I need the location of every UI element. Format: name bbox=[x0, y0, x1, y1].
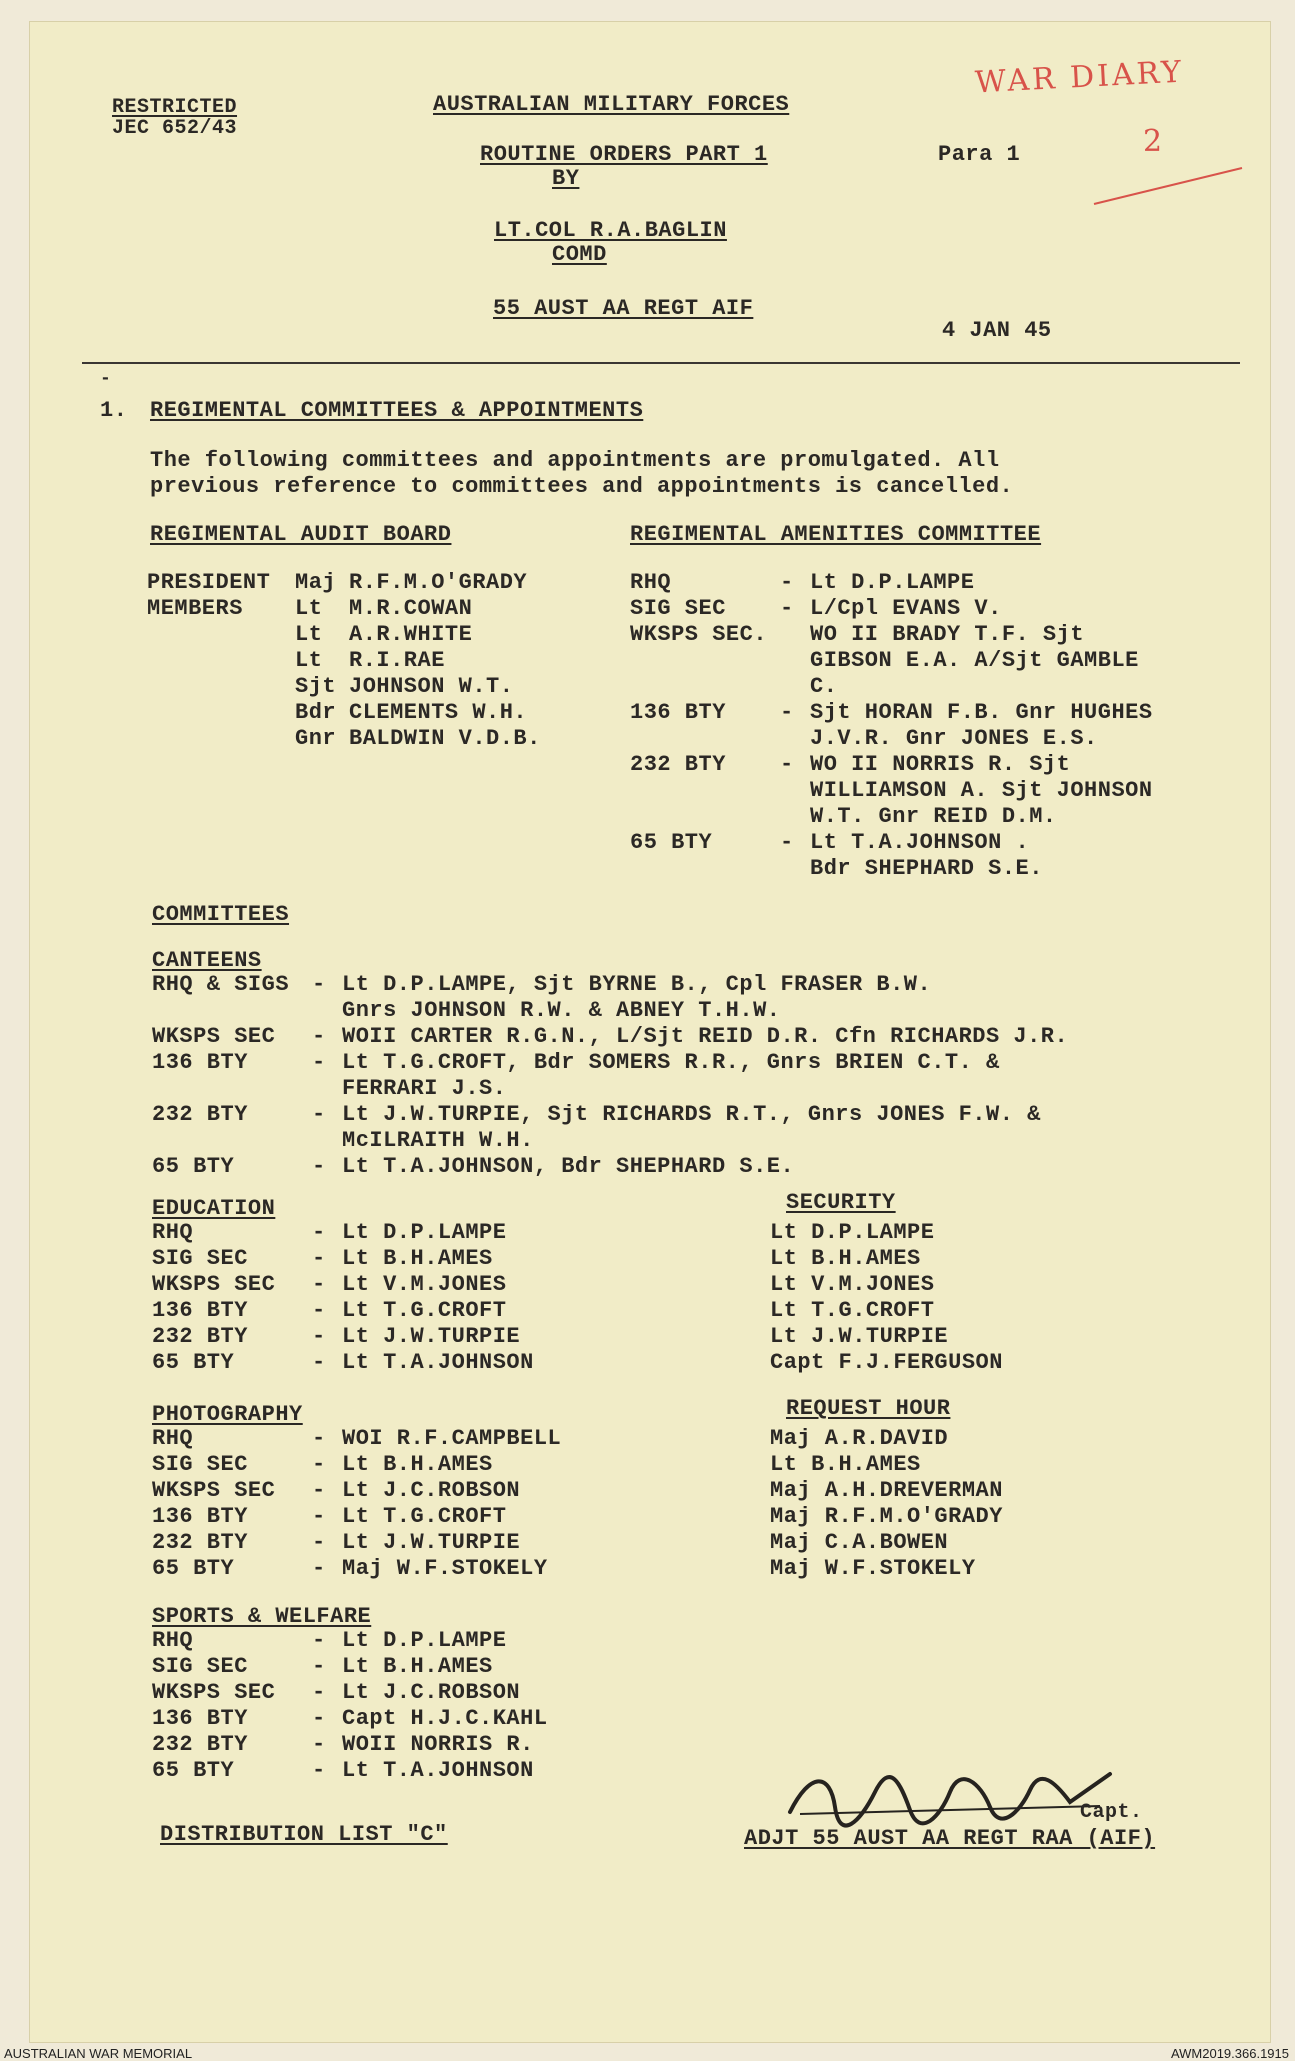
unit-label: 136 BTY bbox=[152, 1298, 248, 1323]
photography-row bbox=[152, 1452, 561, 1478]
dash-separator: - bbox=[312, 1024, 326, 1049]
unit-label: 136 BTY bbox=[152, 1504, 248, 1529]
canteen-row bbox=[152, 1076, 1068, 1102]
appointment-text: Lt J.W.TURPIE bbox=[342, 1324, 521, 1349]
appointment-text: GIBSON E.A. A/Sjt GAMBLE bbox=[810, 648, 1139, 673]
photography-row bbox=[152, 1530, 561, 1556]
page-number-handwritten: 2 bbox=[1143, 124, 1163, 159]
dash-separator: - bbox=[780, 570, 794, 595]
appointment-text: W.T. Gnr REID D.M. bbox=[810, 804, 1057, 829]
dash-separator: - bbox=[312, 1706, 326, 1731]
dash-separator bbox=[312, 1128, 342, 1154]
war-diary-handwritten: WAR DIARY bbox=[974, 54, 1185, 101]
member-rank: Maj bbox=[295, 570, 337, 595]
unit-label: WKSPS SEC bbox=[152, 1478, 276, 1503]
dash-separator bbox=[780, 726, 810, 752]
appointment-text: Lt V.M.JONES bbox=[342, 1272, 507, 1297]
restricted-mark: RESTRICTED bbox=[112, 96, 238, 119]
unit-label: 65 BTY bbox=[152, 1154, 235, 1179]
section-number: 1. bbox=[100, 398, 128, 423]
security-row: Lt D.P.LAMPE bbox=[770, 1220, 935, 1245]
appointment-text: Lt T.A.JOHNSON bbox=[342, 1350, 534, 1375]
audit-board-heading: REGIMENTAL AUDIT BOARD bbox=[150, 522, 452, 547]
sports-welfare-list bbox=[152, 1628, 548, 1784]
dash-separator: - bbox=[312, 1478, 326, 1503]
unit-label: SIG SEC bbox=[152, 1452, 248, 1477]
dash-separator: - bbox=[312, 1680, 326, 1705]
committees-heading: COMMITTEES bbox=[152, 902, 290, 927]
canteen-row bbox=[152, 1154, 1068, 1180]
appointment-text: Lt T.G.CROFT bbox=[342, 1298, 507, 1323]
appointment-text: FERRARI J.S. bbox=[342, 1076, 507, 1101]
dash-separator: - bbox=[312, 1350, 326, 1375]
dash-separator bbox=[780, 856, 810, 882]
appointment-text: Bdr SHEPHARD S.E. bbox=[810, 856, 1043, 881]
dash-separator: - bbox=[312, 1102, 326, 1127]
header-rule bbox=[82, 362, 1240, 364]
member-role bbox=[147, 648, 295, 674]
amenities-row bbox=[630, 674, 1153, 700]
sports-row bbox=[152, 1628, 548, 1654]
amenities-row bbox=[630, 596, 1153, 622]
dash-separator: - bbox=[312, 1246, 326, 1271]
force-title: AUSTRALIAN MILITARY FORCES bbox=[433, 92, 790, 117]
member-rank: Lt bbox=[295, 596, 323, 621]
unit-label: 232 BTY bbox=[630, 752, 726, 777]
request-hour-row: Lt B.H.AMES bbox=[770, 1452, 921, 1477]
unit-label: WKSPS SEC bbox=[152, 1272, 276, 1297]
intro-line-2: previous reference to committees and appointments is cancelled. bbox=[150, 474, 1014, 499]
appointment-text: WO II NORRIS R. Sjt bbox=[810, 752, 1071, 777]
appointment-text: Lt T.G.CROFT bbox=[342, 1504, 507, 1529]
appointment-text: Maj W.F.STOKELY bbox=[342, 1556, 548, 1581]
canteen-row bbox=[152, 998, 1068, 1024]
security-list bbox=[770, 1220, 1003, 1376]
member-name: R.F.M.O'GRADY bbox=[349, 570, 528, 595]
dash-separator: - bbox=[312, 1628, 326, 1653]
appointment-text: L/Cpl EVANS V. bbox=[810, 596, 1002, 621]
audit-board-row bbox=[147, 674, 541, 700]
member-role bbox=[147, 674, 295, 700]
amenities-heading: REGIMENTAL AMENITIES COMMITTEE bbox=[630, 522, 1042, 547]
sports-row bbox=[152, 1732, 548, 1758]
appointment-text: McILRAITH W.H. bbox=[342, 1128, 534, 1153]
unit-label: RHQ & SIGS bbox=[152, 972, 290, 997]
security-heading: SECURITY bbox=[786, 1190, 896, 1215]
dash-separator: - bbox=[780, 700, 794, 725]
distribution-list: DISTRIBUTION LIST "C" bbox=[160, 1822, 448, 1847]
intro-line-1: The following committees and appointments are promulgated. All bbox=[150, 448, 1000, 473]
unit-label: 232 BTY bbox=[152, 1530, 248, 1555]
education-row bbox=[152, 1272, 534, 1298]
unit-label: 232 BTY bbox=[152, 1102, 248, 1127]
footer-credit: AUSTRALIAN WAR MEMORIAL bbox=[4, 2046, 193, 2061]
member-rank: Bdr bbox=[295, 700, 337, 725]
dash-separator: - bbox=[312, 1732, 326, 1757]
member-name: JOHNSON W.T. bbox=[349, 674, 514, 699]
audit-board-row bbox=[147, 622, 541, 648]
dash-separator: - bbox=[312, 1426, 326, 1451]
order-date: 4 JAN 45 bbox=[942, 318, 1052, 343]
security-row: Lt B.H.AMES bbox=[770, 1246, 921, 1271]
appointment-text: Lt J.W.TURPIE, Sjt RICHARDS R.T., Gnrs JONES F.W. & bbox=[342, 1102, 1041, 1127]
canteens-heading: CANTEENS bbox=[152, 948, 262, 973]
appointment-text: WOII CARTER R.G.N., L/Sjt REID D.R. Cfn RICHARDS J.R. bbox=[342, 1024, 1069, 1049]
appointment-text: WO II BRADY T.F. Sjt bbox=[810, 622, 1085, 647]
unit-label: SIG SEC bbox=[152, 1654, 248, 1679]
unit-label bbox=[630, 778, 780, 804]
amenities-row bbox=[630, 830, 1153, 856]
appointment-text: Gnrs JOHNSON R.W. & ABNEY T.H.W. bbox=[342, 998, 781, 1023]
sports-row bbox=[152, 1680, 548, 1706]
unit-label bbox=[630, 804, 780, 830]
sports-row bbox=[152, 1758, 548, 1784]
amenities-row bbox=[630, 804, 1153, 830]
unit-label: RHQ bbox=[630, 570, 672, 595]
member-role: PRESIDENT bbox=[147, 570, 271, 595]
unit-label: 136 BTY bbox=[152, 1706, 248, 1731]
dash-separator bbox=[780, 804, 810, 830]
request-hour-list bbox=[770, 1426, 1003, 1582]
dash-separator: - bbox=[312, 1452, 326, 1477]
request-hour-heading: REQUEST HOUR bbox=[786, 1396, 951, 1421]
rule-tick: - bbox=[100, 369, 112, 389]
appointment-text: Lt D.P.LAMPE, Sjt BYRNE B., Cpl FRASER B.W. bbox=[342, 972, 932, 997]
sports-row bbox=[152, 1654, 548, 1680]
amenities-row bbox=[630, 570, 1153, 596]
audit-board-row bbox=[147, 648, 541, 674]
appointment-text: WOII NORRIS R. bbox=[342, 1732, 534, 1757]
audit-board-row bbox=[147, 570, 541, 596]
amenities-row bbox=[630, 856, 1153, 882]
canteen-row bbox=[152, 1024, 1068, 1050]
unit-label: 65 BTY bbox=[152, 1350, 235, 1375]
dash-separator bbox=[780, 622, 810, 648]
audit-board-row bbox=[147, 596, 541, 622]
canteen-row bbox=[152, 1102, 1068, 1128]
request-hour-row: Maj C.A.BOWEN bbox=[770, 1530, 949, 1555]
amenities-list bbox=[630, 570, 1153, 882]
canteens-list bbox=[152, 972, 1068, 1180]
request-hour-row: Maj A.H.DREVERMAN bbox=[770, 1478, 1003, 1503]
amenities-row bbox=[630, 726, 1153, 752]
dash-separator: - bbox=[312, 972, 326, 997]
footer-accession: AWM2019.366.1915 bbox=[1170, 2046, 1289, 2061]
appointment-text: Lt B.H.AMES bbox=[342, 1246, 493, 1271]
unit-label: 65 BTY bbox=[152, 1758, 235, 1783]
appointment-text: Lt J.C.ROBSON bbox=[342, 1478, 521, 1503]
appointment-text: Lt D.P.LAMPE bbox=[342, 1628, 507, 1653]
appointment-text: WOI R.F.CAMPBELL bbox=[342, 1426, 562, 1451]
appointment-text: Capt H.J.C.KAHL bbox=[342, 1706, 548, 1731]
canteen-row bbox=[152, 1050, 1068, 1076]
education-row bbox=[152, 1350, 534, 1376]
amenities-row bbox=[630, 752, 1153, 778]
unit-label bbox=[630, 648, 780, 674]
amenities-row bbox=[630, 622, 1153, 648]
education-row bbox=[152, 1246, 534, 1272]
unit-label: 65 BTY bbox=[152, 1556, 235, 1581]
member-name: R.I.RAE bbox=[349, 648, 445, 673]
para-label: Para 1 bbox=[938, 142, 1021, 167]
member-name: CLEMENTS W.H. bbox=[349, 700, 528, 725]
security-row: Lt J.W.TURPIE bbox=[770, 1324, 949, 1349]
sports-heading: SPORTS & WELFARE bbox=[152, 1604, 372, 1629]
photography-heading: PHOTOGRAPHY bbox=[152, 1402, 303, 1427]
security-row: Lt T.G.CROFT bbox=[770, 1298, 935, 1323]
member-rank: Gnr bbox=[295, 726, 337, 751]
dash-separator bbox=[780, 648, 810, 674]
appointment-text: Lt T.A.JOHNSON . bbox=[810, 830, 1030, 855]
unit-label bbox=[152, 1076, 312, 1102]
appointment-text: C. bbox=[810, 674, 838, 699]
red-pencil-stroke bbox=[1090, 160, 1250, 210]
dash-separator bbox=[312, 998, 342, 1024]
by-label: BY bbox=[552, 166, 580, 191]
photography-row bbox=[152, 1478, 561, 1504]
dash-separator: - bbox=[312, 1154, 326, 1179]
unit-label: 65 BTY bbox=[630, 830, 713, 855]
member-rank: Lt bbox=[295, 622, 323, 647]
appointment-text: Lt D.P.LAMPE bbox=[342, 1220, 507, 1245]
dash-separator bbox=[312, 1076, 342, 1102]
amenities-row bbox=[630, 700, 1153, 726]
photography-list bbox=[152, 1426, 561, 1582]
section-title: REGIMENTAL COMMITTEES & APPOINTMENTS bbox=[150, 398, 644, 423]
appointment-text: Lt B.H.AMES bbox=[342, 1452, 493, 1477]
dash-separator: - bbox=[312, 1530, 326, 1555]
dash-separator: - bbox=[312, 1298, 326, 1323]
appointment-text: Lt T.G.CROFT, Bdr SOMERS R.R., Gnrs BRIEN C.T. & bbox=[342, 1050, 1000, 1075]
education-heading: EDUCATION bbox=[152, 1196, 276, 1221]
security-row: Capt F.J.FERGUSON bbox=[770, 1350, 1003, 1375]
amenities-row bbox=[630, 648, 1153, 674]
education-list bbox=[152, 1220, 534, 1376]
unit-label bbox=[630, 674, 780, 700]
photography-row bbox=[152, 1504, 561, 1530]
photography-row bbox=[152, 1426, 561, 1452]
appointment-text: Lt T.A.JOHNSON bbox=[342, 1758, 534, 1783]
unit-title: 55 AUST AA REGT AIF bbox=[493, 296, 754, 321]
commanding-officer: LT.COL R.A.BAGLIN bbox=[494, 218, 727, 243]
member-role bbox=[147, 700, 295, 726]
member-rank: Sjt bbox=[295, 674, 337, 699]
appointment-text: Lt B.H.AMES bbox=[342, 1654, 493, 1679]
sports-row bbox=[152, 1706, 548, 1732]
audit-board-row bbox=[147, 700, 541, 726]
unit-label bbox=[630, 726, 780, 752]
unit-label bbox=[152, 998, 312, 1024]
canteen-row bbox=[152, 1128, 1068, 1154]
appointment-text: Lt T.A.JOHNSON, Bdr SHEPHARD S.E. bbox=[342, 1154, 795, 1179]
unit-label: RHQ bbox=[152, 1220, 194, 1245]
unit-label: WKSPS SEC. bbox=[630, 622, 768, 647]
member-rank: Lt bbox=[295, 648, 323, 673]
photography-row bbox=[152, 1556, 561, 1582]
unit-label: 232 BTY bbox=[152, 1324, 248, 1349]
appointment-text: Sjt HORAN F.B. Gnr HUGHES bbox=[810, 700, 1153, 725]
unit-label: 232 BTY bbox=[152, 1732, 248, 1757]
member-role: MEMBERS bbox=[147, 596, 243, 621]
dash-separator bbox=[780, 778, 810, 804]
dash-separator: - bbox=[312, 1050, 326, 1075]
dash-separator: - bbox=[312, 1324, 326, 1349]
unit-label: RHQ bbox=[152, 1628, 194, 1653]
unit-label: SIG SEC bbox=[630, 596, 726, 621]
dash-separator: - bbox=[312, 1758, 326, 1783]
audit-board-row bbox=[147, 726, 541, 752]
request-hour-row: Maj A.R.DAVID bbox=[770, 1426, 949, 1451]
request-hour-row: Maj R.F.M.O'GRADY bbox=[770, 1504, 1003, 1529]
dash-separator: - bbox=[780, 830, 794, 855]
dash-separator bbox=[780, 674, 810, 700]
unit-label: 136 BTY bbox=[630, 700, 726, 725]
dash-separator: - bbox=[780, 596, 794, 621]
amenities-row bbox=[630, 778, 1153, 804]
unit-label: WKSPS SEC bbox=[152, 1680, 276, 1705]
canteen-row bbox=[152, 972, 1068, 998]
unit-label: RHQ bbox=[152, 1426, 194, 1451]
dash-separator: - bbox=[780, 752, 794, 777]
signature-title: ADJT 55 AUST AA REGT RAA (AIF) bbox=[744, 1826, 1156, 1851]
audit-board-list bbox=[147, 570, 541, 752]
security-row: Lt V.M.JONES bbox=[770, 1272, 935, 1297]
member-name: A.R.WHITE bbox=[349, 622, 473, 647]
signature-scribble bbox=[780, 1762, 1120, 1832]
education-row bbox=[152, 1220, 534, 1246]
appointment-text: WILLIAMSON A. Sjt JOHNSON bbox=[810, 778, 1153, 803]
dash-separator: - bbox=[312, 1272, 326, 1297]
dash-separator: - bbox=[312, 1220, 326, 1245]
member-role bbox=[147, 622, 295, 648]
unit-label bbox=[152, 1128, 312, 1154]
dash-separator: - bbox=[312, 1504, 326, 1529]
appointment-text: Lt J.W.TURPIE bbox=[342, 1530, 521, 1555]
comd-label: COMD bbox=[552, 242, 607, 267]
appointment-text: Lt D.P.LAMPE bbox=[810, 570, 975, 595]
request-hour-row: Maj W.F.STOKELY bbox=[770, 1556, 976, 1581]
orders-title: ROUTINE ORDERS PART 1 bbox=[480, 142, 768, 167]
unit-label bbox=[630, 856, 780, 882]
appointment-text: J.V.R. Gnr JONES E.S. bbox=[810, 726, 1098, 751]
reference-number: JEC 652/43 bbox=[112, 117, 238, 140]
unit-label: WKSPS SEC bbox=[152, 1024, 276, 1049]
appointment-text: Lt J.C.ROBSON bbox=[342, 1680, 521, 1705]
dash-separator: - bbox=[312, 1556, 326, 1581]
member-name: BALDWIN V.D.B. bbox=[349, 726, 541, 751]
unit-label: SIG SEC bbox=[152, 1246, 248, 1271]
education-row bbox=[152, 1298, 534, 1324]
member-role bbox=[147, 726, 295, 752]
member-name: M.R.COWAN bbox=[349, 596, 473, 621]
dash-separator: - bbox=[312, 1654, 326, 1679]
education-row bbox=[152, 1324, 534, 1350]
unit-label: 136 BTY bbox=[152, 1050, 248, 1075]
signature-rank: Capt. bbox=[1080, 1801, 1143, 1824]
